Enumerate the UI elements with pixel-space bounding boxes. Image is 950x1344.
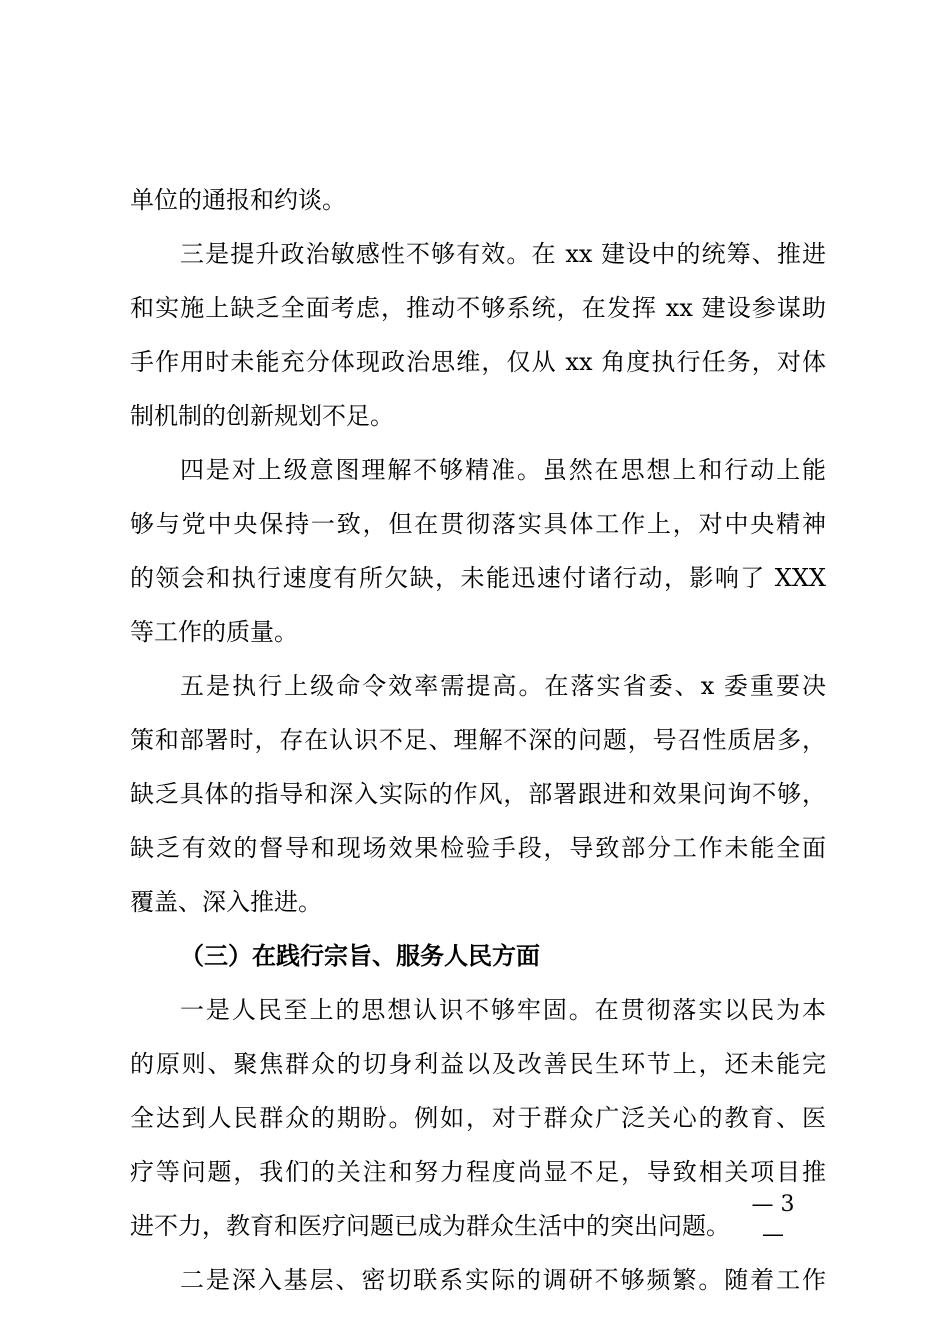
text-line: 疗等问题，我们的关注和努力程度尚显不足，导致相关项目推 <box>130 1158 826 1186</box>
text-line: 制机制的创新规划不足。 <box>130 402 394 430</box>
page-number: — 3 — <box>751 1192 795 1247</box>
section-heading: （三）在践行宗旨、服务人民方面 <box>180 941 540 970</box>
paragraph-start-line: 二是深入基层、密切联系实际的调研不够频繁。随着工作 <box>180 1266 826 1294</box>
text-line: 缺乏具体的指导和深入实际的作风，部署跟进和效果问询不够， <box>130 780 826 808</box>
text-line: 进不力，教育和医疗问题已成为群众生活中的突出问题。 <box>130 1212 730 1240</box>
text-line: 缺乏有效的督导和现场效果检验手段，导致部分工作未能全面 <box>130 834 826 862</box>
text-line: 等工作的质量。 <box>130 618 298 646</box>
text-line: 全达到人民群众的期盼。例如，对于群众广泛关心的教育、医 <box>130 1104 826 1132</box>
text-line: 单位的通报和约谈。 <box>130 186 346 214</box>
document-body <box>130 173 826 1307</box>
text-line: 的原则、聚焦群众的切身利益以及改善民生环节上，还未能完 <box>130 1050 826 1078</box>
paragraph-start-line: 三是提升政治敏感性不够有效。在 xx 建设中的统筹、推进 <box>180 240 826 268</box>
paragraph-start-line: 四是对上级意图理解不够精准。虽然在思想上和行动上能 <box>180 456 826 484</box>
text-line: 策和部署时，存在认识不足、理解不深的问题，号召性质居多， <box>130 726 826 754</box>
paragraph-start-line: 一是人民至上的思想认识不够牢固。在贯彻落实以民为本 <box>180 996 826 1024</box>
text-line: 和实施上缺乏全面考虑，推动不够系统，在发挥 xx 建设参谋助 <box>130 294 826 322</box>
paragraph-start-line: 五是执行上级命令效率需提高。在落实省委、x 委重要决 <box>180 672 826 700</box>
text-line: 覆盖、深入推进。 <box>130 888 322 916</box>
text-line: 够与党中央保持一致，但在贯彻落实具体工作上，对中央精神 <box>130 510 826 538</box>
text-line: 的领会和执行速度有所欠缺，未能迅速付诸行动，影响了 XXX <box>130 564 826 592</box>
text-line: 手作用时未能充分体现政治思维，仅从 xx 角度执行任务，对体 <box>130 348 826 376</box>
